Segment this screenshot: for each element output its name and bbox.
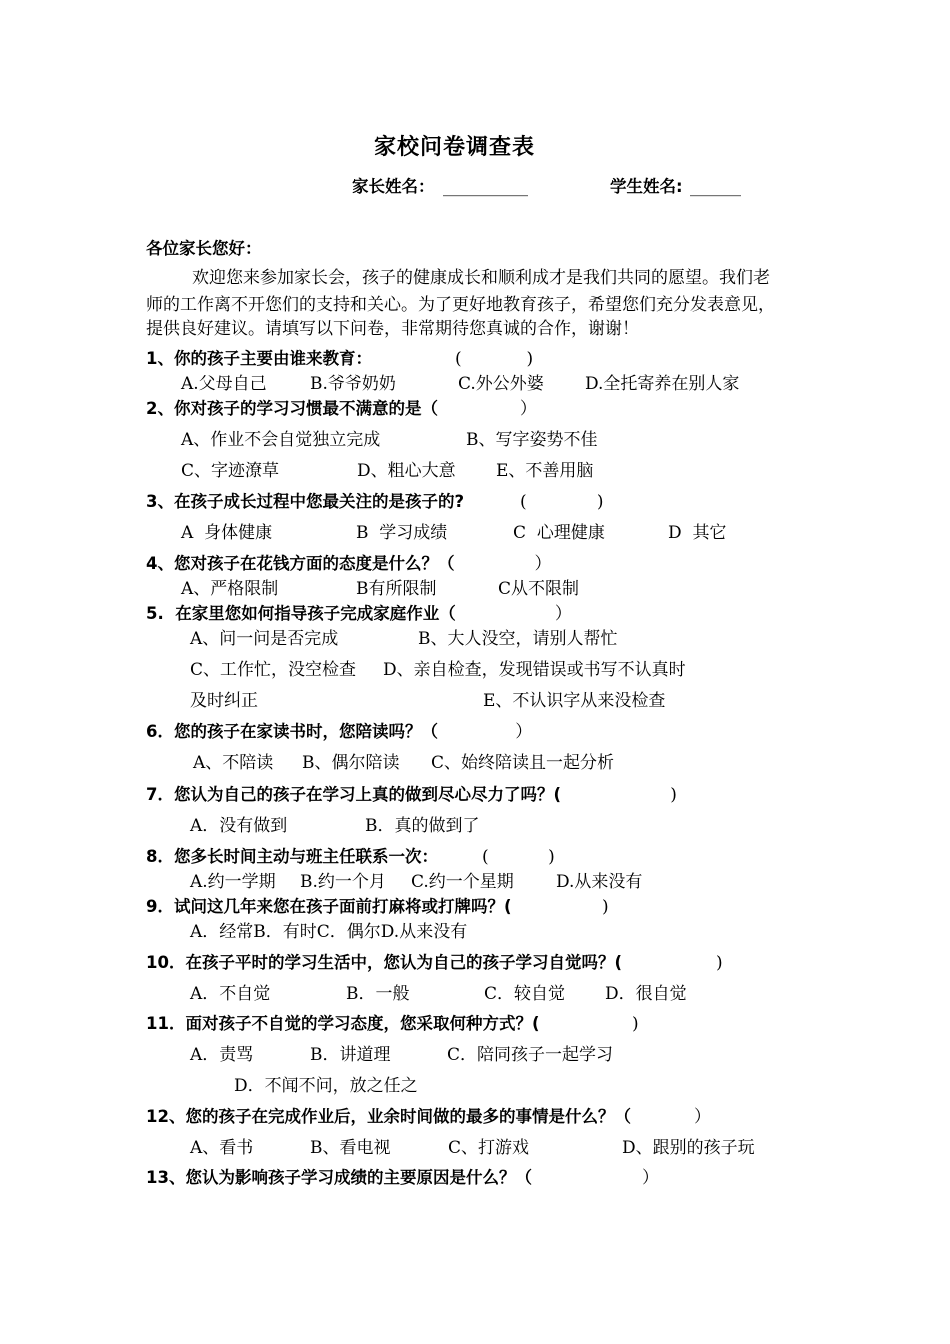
option[interactable]: A、问一问是否完成 bbox=[190, 629, 339, 649]
answer-blank-9[interactable]: ) bbox=[548, 897, 609, 917]
answer-blank-12[interactable]: ） bbox=[667, 1107, 712, 1127]
intro-line: 提供良好建议。请填写以下问卷，非常期待您真诚的合作，谢谢！ bbox=[146, 319, 639, 339]
page-title: 家校问卷调查表 bbox=[374, 135, 536, 160]
question-3: 3、在孩子成长过程中您最关注的是孩子的? bbox=[146, 492, 465, 511]
option[interactable]: B 学习成绩 bbox=[356, 523, 448, 543]
question-1: 1、你的孩子主要由谁来教育： bbox=[146, 349, 372, 368]
option[interactable]: B、看电视 bbox=[310, 1138, 391, 1158]
option[interactable]: E、不善用脑 bbox=[496, 461, 594, 481]
option[interactable]: D、粗心大意 bbox=[357, 461, 456, 481]
option[interactable]: B有所限制 bbox=[356, 579, 437, 599]
option[interactable]: A．没有做到 bbox=[190, 816, 288, 836]
option[interactable]: D．很自觉 bbox=[605, 984, 687, 1004]
answer-blank-7[interactable]: ) bbox=[600, 785, 677, 805]
option[interactable]: D、跟别的孩子玩 bbox=[622, 1138, 755, 1158]
answer-blank-5[interactable]: ） bbox=[490, 604, 572, 624]
option[interactable]: C、打游戏 bbox=[448, 1138, 530, 1158]
option[interactable]: B、写字姿势不佳 bbox=[466, 430, 598, 450]
option[interactable]: B.爷爷奶奶 bbox=[310, 374, 396, 394]
option[interactable]: D、亲自检查，发现错误或书写不认真时 bbox=[383, 660, 686, 680]
question-7: 7．您认为自己的孩子在学习上真的做到尽心尽力了吗？( bbox=[146, 785, 562, 804]
option[interactable]: A、严格限制 bbox=[181, 579, 279, 599]
answer-blank-6[interactable]: ） bbox=[472, 722, 533, 742]
option-group[interactable]: A．经常B．有时C．偶尔D.从来没有 bbox=[190, 922, 468, 942]
parent-name-label: 家长姓名： bbox=[352, 177, 435, 196]
intro-line: 师的工作离不开您们的支持和关心。为了更好地教育孩子，希望您们充分发表意见， bbox=[146, 295, 775, 315]
question-13: 13、您认为影响孩子学习成绩的主要原因是什么？（ bbox=[146, 1168, 532, 1187]
option[interactable]: C、工作忙，没空检查 bbox=[190, 660, 357, 680]
option[interactable]: A.约一学期 bbox=[190, 872, 276, 892]
option[interactable]: D.从来没有 bbox=[556, 872, 643, 892]
option[interactable]: B.约一个月 bbox=[300, 872, 386, 892]
option[interactable]: A．不自觉 bbox=[190, 984, 271, 1004]
answer-blank-11[interactable]: ) bbox=[578, 1014, 639, 1034]
option[interactable]: D．不闻不问，放之任之 bbox=[234, 1076, 418, 1096]
option-continuation: 及时纠正 bbox=[190, 691, 258, 711]
option[interactable]: B．一般 bbox=[346, 984, 410, 1004]
option[interactable]: C.外公外婆 bbox=[458, 374, 544, 394]
question-11: 11．面对孩子不自觉的学习态度，您采取何种方式？( bbox=[146, 1014, 540, 1033]
answer-blank-4[interactable]: ） bbox=[475, 554, 552, 574]
option[interactable]: A．责骂 bbox=[190, 1045, 254, 1065]
option[interactable]: A、看书 bbox=[190, 1138, 254, 1158]
option[interactable]: D 其它 bbox=[668, 523, 727, 543]
question-12: 12、您的孩子在完成作业后，业余时间做的最多的事情是什么？（ bbox=[146, 1107, 631, 1126]
option[interactable]: C．陪同孩子一起学习 bbox=[447, 1045, 614, 1065]
option[interactable]: C.约一个星期 bbox=[411, 872, 514, 892]
answer-blank-8[interactable]: ( ) bbox=[482, 847, 555, 867]
option[interactable]: C 心理健康 bbox=[513, 523, 605, 543]
answer-blank-1[interactable]: ( ) bbox=[455, 349, 534, 369]
answer-blank-10[interactable]: ) bbox=[662, 953, 723, 973]
question-8: 8．您多长时间主动与班主任联系一次： bbox=[146, 847, 438, 866]
question-4: 4、您对孩子在花钱方面的态度是什么？（ bbox=[146, 554, 455, 573]
option[interactable]: A、作业不会自觉独立完成 bbox=[181, 430, 381, 450]
answer-blank-13[interactable]: ） bbox=[588, 1168, 660, 1188]
intro-line: 欢迎您来参加家长会，孩子的健康成长和顺利成才是我们共同的愿望。我们老 bbox=[192, 268, 770, 288]
question-10: 10．在孩子平时的学习生活中，您认为自己的孩子学习自觉吗？( bbox=[146, 953, 623, 972]
option[interactable]: B．真的做到了 bbox=[365, 816, 480, 836]
option[interactable]: B、偶尔陪读 bbox=[302, 753, 400, 773]
option[interactable]: A.父母自己 bbox=[181, 374, 267, 394]
answer-blank-3[interactable]: ( ) bbox=[520, 492, 604, 512]
option[interactable]: B．讲道理 bbox=[310, 1045, 391, 1065]
question-9: 9．试问这几年来您在孩子面前打麻将或打牌吗？( bbox=[146, 897, 512, 916]
option[interactable]: C．较自觉 bbox=[484, 984, 566, 1004]
option[interactable]: C、始终陪读且一起分析 bbox=[431, 753, 615, 773]
option[interactable]: B、大人没空，请别人帮忙 bbox=[418, 629, 618, 649]
option[interactable]: A 身体健康 bbox=[181, 523, 273, 543]
student-name-field[interactable]: ______ bbox=[690, 177, 741, 197]
question-2: 2、你对孩子的学习习惯最不满意的是（ bbox=[146, 399, 438, 418]
student-name-label: 学生姓名: bbox=[610, 177, 683, 196]
question-5: 5. 在家里您如何指导孩子完成家庭作业（ bbox=[146, 604, 456, 623]
question-6: 6．您的孩子在家读书时，您陪读吗？（ bbox=[146, 722, 438, 741]
option[interactable]: E、不认识字从来没检查 bbox=[483, 691, 666, 711]
greeting: 各位家长您好： bbox=[146, 239, 262, 258]
option[interactable]: C从不限制 bbox=[498, 579, 580, 599]
option[interactable]: C、字迹潦草 bbox=[181, 461, 280, 481]
option[interactable]: A、不陪读 bbox=[193, 753, 274, 773]
answer-blank-2[interactable]: ） bbox=[455, 399, 537, 419]
option[interactable]: D.全托寄养在别人家 bbox=[585, 374, 740, 394]
parent-name-field[interactable]: __________ bbox=[443, 177, 528, 197]
